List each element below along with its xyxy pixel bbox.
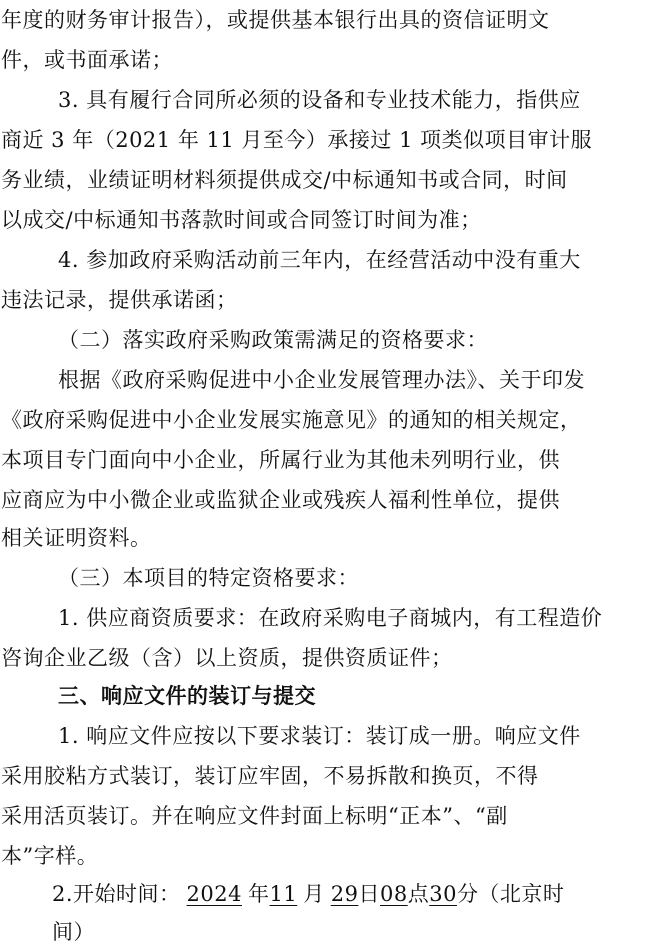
- section-subheading: （二）落实政府采购政策需满足的资格要求：: [58, 328, 488, 352]
- text-line: 本项目专门面向中小企业，所属行业为其他未列明行业，供: [1, 448, 560, 472]
- text-line: 应商应为中小微企业或监狱企业或残疾人福利性单位，提供: [1, 488, 560, 512]
- text-line: 相关证明资料。: [1, 526, 152, 550]
- text-line: 采用胶粘方式装订，装订应牢固，不易拆散和换页，不得: [1, 764, 539, 788]
- text-line: 咨询企业乙级（含）以上资质，提供资质证件；: [1, 646, 453, 670]
- section-subheading: （三）本项目的特定资格要求：: [58, 566, 359, 590]
- day-unit: 日: [358, 882, 380, 906]
- year-unit: 年: [248, 882, 270, 906]
- text-line: 件，或书面承诺；: [1, 48, 173, 72]
- text-line: 务业绩，业绩证明材料须提供成交/中标通知书或合同，时间: [1, 168, 568, 192]
- text-line: 采用活页装订。并在响应文件封面上标明“正本”、“副: [1, 804, 508, 828]
- start-time-line: [52, 876, 564, 912]
- start-time-continuation: 间）: [52, 920, 95, 944]
- start-time-year: 2024: [186, 882, 242, 906]
- start-time-hour: 08: [379, 882, 408, 906]
- text-line: 《政府采购促进中小企业发展实施意见》的通知的相关规定，: [1, 408, 582, 432]
- text-line: 违法记录，提供承诺函；: [1, 288, 238, 312]
- text-line: 年度的财务审计报告），或提供基本银行出具的资信证明文: [1, 8, 550, 32]
- start-time-day: 29: [330, 882, 359, 906]
- text-line: 1. 供应商资质要求：在政府采购电子商城内，有工程造价: [58, 606, 603, 630]
- minute-unit: 分（北京时: [456, 882, 565, 906]
- text-line: 1. 响应文件应按以下要求装订：装订成一册。响应文件: [58, 724, 581, 748]
- start-time-minute: 30: [429, 882, 457, 906]
- start-time-label: 2.开始时间：: [52, 882, 181, 906]
- text-line: 商近 3 年（2021 年 11 月至今）承接过 1 项类似项目审计服: [1, 128, 593, 152]
- text-line: 本”字样。: [1, 844, 99, 868]
- text-line: 3. 具有履行合同所必须的设备和专业技术能力，指供应: [58, 88, 581, 112]
- start-time-month: 11: [269, 882, 298, 906]
- section-heading: 三、响应文件的装订与提交: [58, 684, 316, 708]
- month-unit: 月: [303, 882, 325, 906]
- text-line: 以成交/中标通知书落款时间或合同签订时间为准；: [1, 208, 482, 232]
- text-line: 4. 参加政府采购活动前三年内，在经营活动中没有重大: [58, 248, 581, 272]
- hour-unit: 点: [407, 882, 430, 906]
- text-line: 根据《政府采购促进中小企业发展管理办法》、关于印发: [58, 368, 585, 392]
